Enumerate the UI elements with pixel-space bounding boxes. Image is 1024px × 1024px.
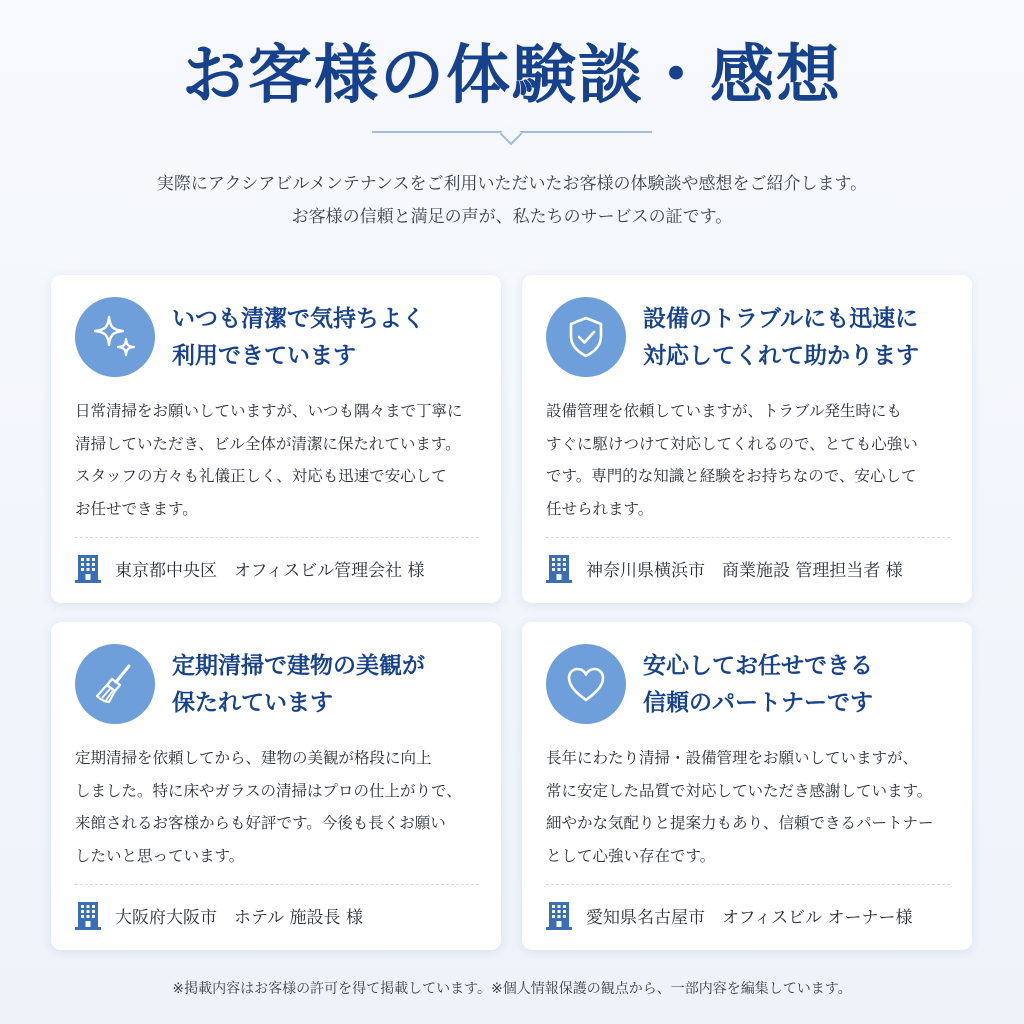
testimonial-card [51, 275, 501, 603]
card-divider [75, 884, 479, 885]
body-line: 細やかな気配りと提案力もあり、信頼できるパートナー [546, 814, 934, 832]
card-body [75, 742, 485, 872]
card-title-line: いつも清潔で気持ちよく [172, 306, 425, 332]
body-line: 長年にわたり清掃・設備管理をお願いしていますが、 [546, 749, 919, 767]
card-divider [546, 884, 950, 885]
body-line: 任せられます。 [546, 499, 654, 518]
card-title-line: 設備のトラブルにも迅速に [643, 306, 919, 332]
body-line: 設備管理を依頼していますが、トラブル発生時にも [546, 402, 902, 420]
customer-name: 愛知県名古屋市 オフィスビル オーナー様 [586, 907, 913, 928]
body-line: として心強い存在です。 [546, 846, 716, 865]
customer-info [546, 898, 913, 932]
body-line: すぐに駆けつけて対応してくれるので、とても心強い [546, 434, 918, 453]
customer-name: 神奈川県横浜市 商業施設 管理担当者 様 [586, 560, 903, 581]
building-icon [546, 553, 572, 583]
body-line: しました。特に床やガラスの清掃はプロの仕上がりで、 [75, 781, 462, 800]
body-line: お任せできます。 [75, 499, 198, 518]
card-title [172, 648, 482, 722]
disclaimer-note: ※掲載内容はお客様の許可を得て掲載しています。※個人情報保護の観点から、一部内容を編集しています。 [172, 981, 852, 997]
customer-name: 大阪府大阪市 ホテル 施設長 様 [115, 907, 363, 928]
card-body [546, 742, 956, 872]
page-title: お客様の体験談・感想 [182, 38, 842, 113]
card-title [172, 301, 482, 375]
broom-icon [75, 644, 155, 724]
intro-text [0, 168, 1024, 234]
card-title-line: 利用できています [172, 343, 356, 369]
card-title [643, 648, 953, 722]
intro-line: 実際にアクシアビルメンテナンスをご利用いただいたお客様の体験談や感想をご紹介します。 [156, 174, 868, 194]
card-title-line: 定期清掃で建物の美観が [172, 653, 425, 679]
body-line: 常に安定した品質で対応していただき感謝しています。 [546, 781, 933, 800]
testimonial-card [51, 622, 501, 950]
building-icon [75, 900, 101, 930]
card-body [546, 395, 956, 525]
shield-check-icon [546, 297, 626, 377]
card-title-line: 対応してくれて助かります [643, 343, 919, 369]
card-title-line: 保たれています [172, 690, 333, 716]
testimonial-card [522, 622, 972, 950]
card-divider [546, 537, 950, 538]
body-line: スタッフの方々も礼儀正しく、対応も迅速で安心して [75, 467, 447, 485]
building-icon [75, 553, 101, 583]
card-title-line: 安心してお任せできる [643, 653, 873, 679]
intro-line: お客様の信頼と満足の声が、私たちのサービスの証です。 [291, 207, 733, 227]
sparkle-icon [75, 297, 155, 377]
body-line: 清掃していただき、ビル全体が清潔に保たれています。 [75, 434, 461, 453]
body-line: 定期清掃を依頼してから、建物の美観が格段に向上 [75, 749, 432, 767]
card-title-line: 信頼のパートナーです [643, 690, 873, 716]
customer-info [546, 551, 903, 585]
body-line: したいと思っています。 [75, 846, 245, 865]
body-line: 日常清掃をお願いしていますが、いつも隅々まで丁寧に [75, 402, 463, 420]
heart-icon [546, 644, 626, 724]
building-icon [546, 900, 572, 930]
customer-info [75, 898, 363, 932]
body-line: 来館されるお客様からも好評です。今後も長くお願い [75, 814, 446, 832]
card-divider [75, 537, 479, 538]
chevron-down-icon [500, 123, 523, 146]
card-body [75, 395, 485, 525]
card-title [643, 301, 953, 375]
testimonial-card [522, 275, 972, 603]
customer-name: 東京都中央区 オフィスビル管理会社 様 [115, 560, 425, 581]
body-line: です。専門的な知識と経験をお持ちなので、安心して [546, 467, 917, 485]
customer-info [75, 551, 425, 585]
